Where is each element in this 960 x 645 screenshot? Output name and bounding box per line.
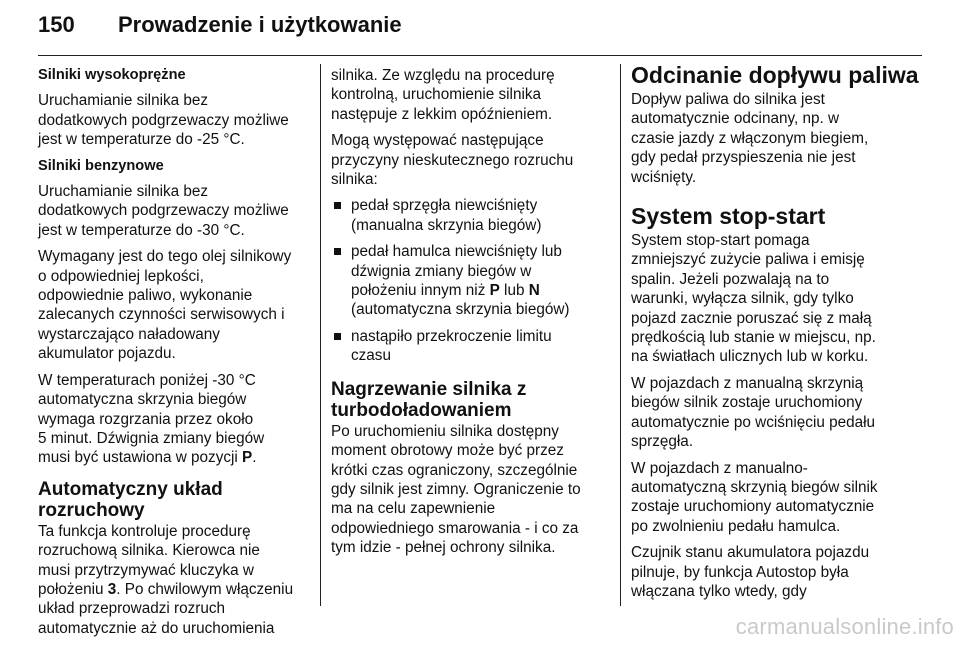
oil-paragraph: Wymagany jest do tego olej silnikowy o odpowiedniej lepkości, odpowiednie paliwo, wykonanie zalecanych czynności serwisowych i wystarczająco naładowany akumulator pojazdu. [38,248,292,363]
continuation-paragraph: silnika. Ze względu na procedurę kontrolną, uruchomienie silnika następuje z lekkim opóźnieniem. [331,67,555,123]
page-title: Prowadzenie i użytkowanie [118,12,402,37]
column-divider [320,64,321,606]
auto-start-paragraph: Ta funkcja kontroluje procedurę rozruchową silnika. Kierowca nie musi przytrzymywać kluczyka w położeniu 3. Po chwilowym włączeniu układ przeprowadzi rozruch automatycznie aż do uruchomienia [38,522,294,637]
diesel-subheading: Silniki wysokoprężne [38,67,186,83]
gear-position-p: P [489,282,500,300]
petrol-paragraph: Uruchamianie silnika bez dodatkowych podgrzewaczy możliwe jest w temperaturze do -30 °C. [38,183,289,239]
page-number: 150 [38,12,75,37]
fuel-cutoff-paragraph: Dopływ paliwa do silnika jest automatycznie odcinany, np. w czasie jazdy z włączonym biegiem, gdy pedał przyspieszenia nie jest wciśnięty. [631,91,869,186]
temperature-paragraph: W temperaturach poniżej -30 °C automatyczna skrzynia biegów wymaga rozgrzania przez około 5 minut. Dźwignia zmiany biegów musi być ustawiona w pozycji P. [38,371,265,467]
turbo-paragraph: Po uruchomieniu silnika dostępny moment obrotowy może być przez krótki czas ograniczony, szczególnie gdy silnik jest zimny. Ograniczenie to ma na celu zapewnienie odpowiedniego smarowania - i co za tym idzie - pełnej ochrony silnika. [331,422,581,557]
semi-auto-gearbox-paragraph: W pojazdach z manualno- automatyczną skrzynią biegów silnik zostaje uruchomiony automatycznie po zwolnieniu pedału hamulca. [631,459,878,535]
square-bullet-icon [334,248,341,255]
list-item: nastąpiło przekroczenie limitu czasu [331,327,609,366]
column-divider [620,64,621,606]
turbo-heading: Nagrzewanie silnika z turbodoładowaniem [331,378,527,421]
header-divider [38,55,922,56]
auto-start-heading: Automatyczny układ rozruchowy [38,478,223,521]
battery-sensor-paragraph: Czujnik stanu akumulatora pojazdu pilnuje, by funkcja Autostop była włączana tylko wtedy, gdy [631,544,870,600]
list-item: pedał sprzęgła niewciśnięty (manualna skrzynia biegów) [331,196,609,235]
causes-intro: Mogą występować następujące przyczyny nieskutecznego rozruchu silnika: [331,132,574,189]
column-right [631,62,923,608]
gear-position-p: P [242,449,253,467]
square-bullet-icon [334,202,341,209]
petrol-subheading: Silniki benzynowe [38,157,164,174]
manual-gearbox-paragraph: W pojazdach z manualną skrzynią biegów silnik zostaje uruchomiony automatycznie po wciśnięciu pedału sprzęgła. [631,374,876,451]
key-position-3: 3 [107,580,117,598]
fuel-cutoff-heading: Odcinanie dopływu paliwa [631,62,919,88]
stop-start-heading: System stop-start [631,203,826,230]
stop-start-paragraph: System stop-start pomaga zmniejszyć zużycie paliwa i emisję spalin. Jeżeli pozwalają na to warunki, wyłącza silnik, gdy tylko pojazd zacznie poruszać się z małą prędkością lub stanie w miejscu, np. na światłach ulicznych lub w korku. [631,232,876,366]
gear-position-n: N [528,282,540,300]
page-header [38,12,922,52]
column-middle [331,66,609,565]
square-bullet-icon [334,333,341,340]
causes-list [331,196,609,365]
list-item: pedał hamulca niewciśnięty lub dźwignia zmiany biegów w położeniu innym niż P lub N (automatyczna skrzynia biegów) [331,242,609,320]
watermark: carmanualsonline.info [735,614,954,639]
diesel-paragraph: Uruchamianie silnika bez dodatkowych podgrzewaczy możliwe jest w temperaturze do -25 °C. [38,92,289,149]
column-left [38,66,310,645]
